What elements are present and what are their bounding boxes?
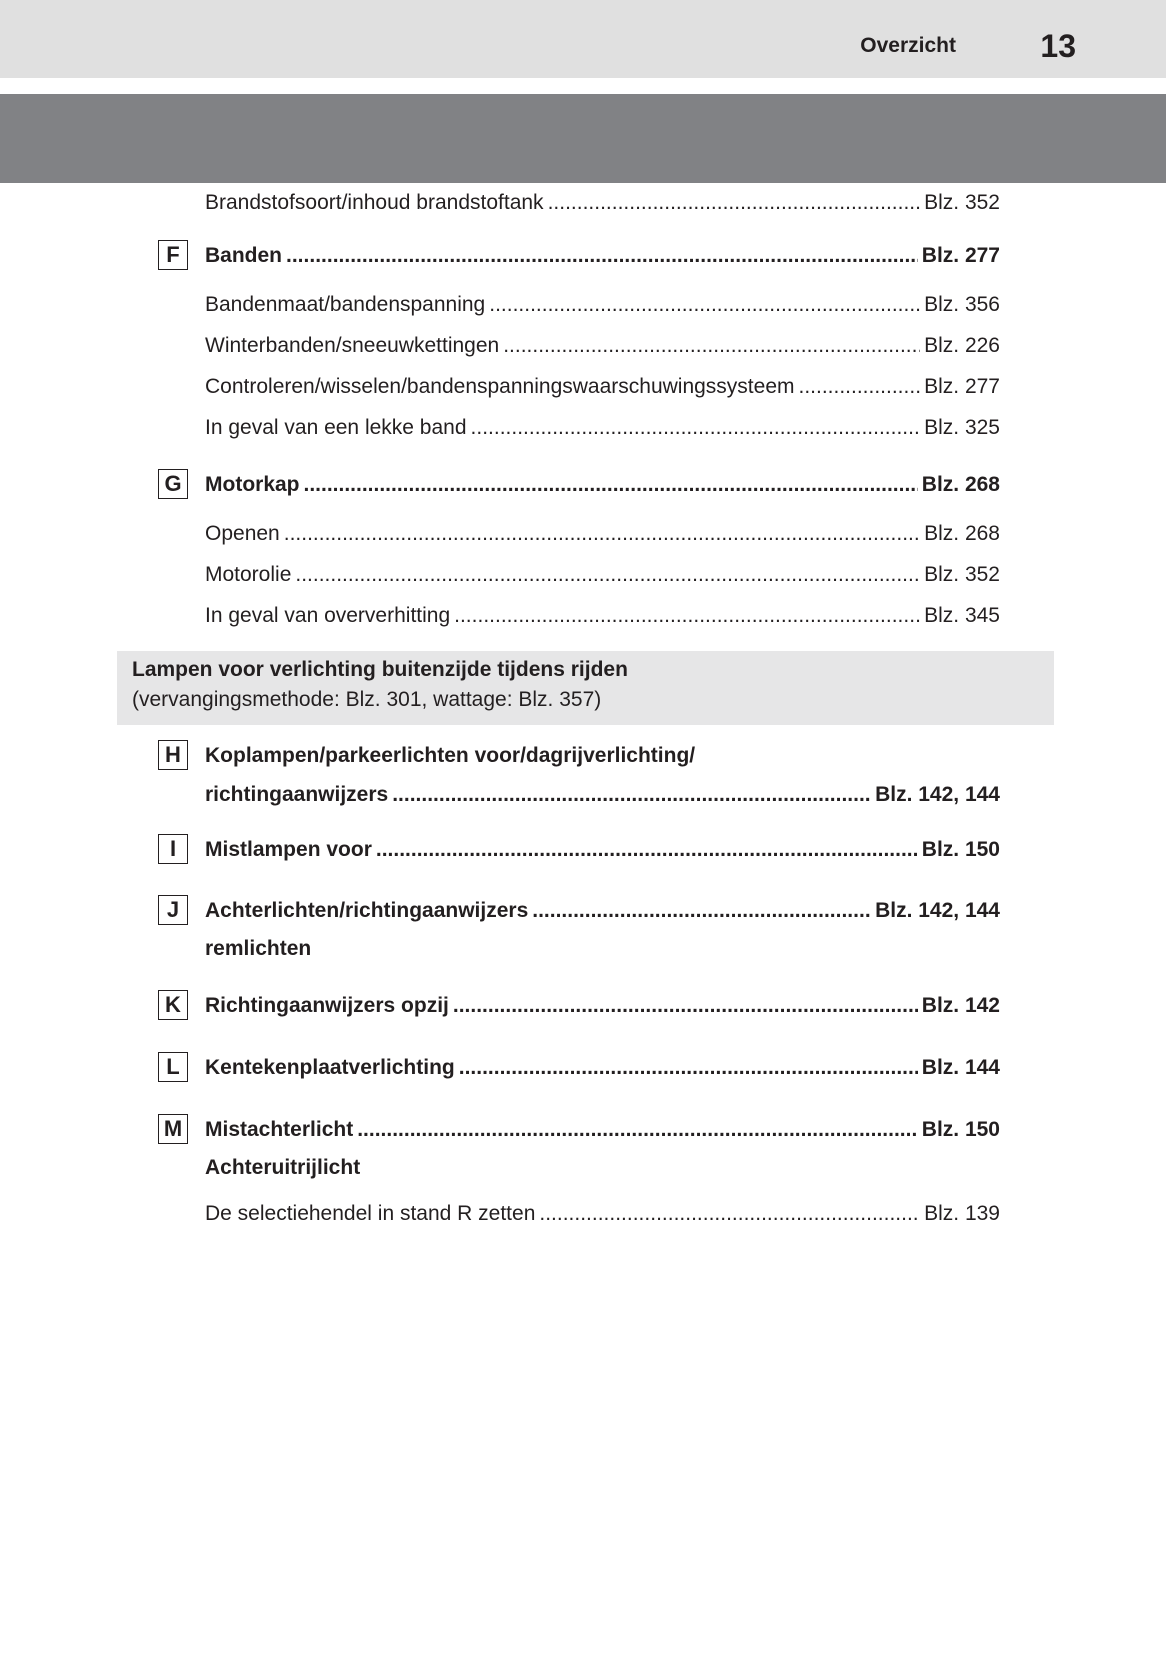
section-title: Overzicht bbox=[860, 34, 956, 57]
toc-entry-engine-oil[interactable]: Motorolie ..... Blz. 352 bbox=[205, 562, 1000, 588]
toc-entry-side-indicators[interactable]: Richtingaanwijzers opzij ..... Blz. 142 bbox=[205, 993, 1000, 1019]
toc-entry-selector-lever[interactable]: De selectiehendel in stand R zetten ..... Blz. 139 bbox=[205, 1201, 1000, 1227]
callout-letter-h: H bbox=[158, 740, 188, 770]
toc-entry-reverse-light: Achteruitrijlicht bbox=[205, 1156, 361, 1179]
toc-entry-tyre-size[interactable]: Bandenmaat/bandenspanning ..... Blz. 356 bbox=[205, 292, 1000, 318]
toc-entry-brake-lights: remlichten bbox=[205, 937, 312, 960]
callout-letter-j: J bbox=[158, 895, 188, 925]
callout-letter-g: G bbox=[158, 469, 188, 499]
callout-letter-k: K bbox=[158, 990, 188, 1020]
toc-entry-winter-tyres[interactable]: Winterbanden/sneeuwkettingen ..... Blz. 226 bbox=[205, 333, 1000, 359]
toc-entry-licence-plate-light[interactable]: Kentekenplaatverlichting ..... Blz. 144 bbox=[205, 1055, 1000, 1081]
toc-entry-opening[interactable]: Openen ..... Blz. 268 bbox=[205, 521, 1000, 547]
toc-entry-tyre-check[interactable]: Controleren/wisselen/bandenspanningswaarschuwingssysteem ..... Blz. 277 bbox=[205, 374, 1000, 400]
notice-title: Lampen voor verlichting buitenzijde tijdens rijden bbox=[132, 658, 628, 681]
toc-entry-front-fog[interactable]: Mistlampen voor ..... Blz. 150 bbox=[205, 837, 1000, 863]
toc-entry-headlights-label: Koplampen/parkeerlichten voor/dagrijverlichting/ bbox=[205, 744, 696, 767]
callout-letter-i: I bbox=[158, 834, 188, 864]
toc-entry-headlights[interactable]: richtingaanwijzers ..... Blz. 142, 144 bbox=[205, 782, 1000, 808]
callout-letter-f: F bbox=[158, 240, 188, 270]
header-bar bbox=[0, 0, 1166, 78]
notice-subtitle: (vervangingsmethode: Blz. 301, wattage: Blz. 357) bbox=[132, 688, 602, 711]
notice-box bbox=[117, 651, 1054, 725]
toc-entry-overheating[interactable]: In geval van oververhitting ..... Blz. 345 bbox=[205, 603, 1000, 629]
toc-entry-hood[interactable]: Motorkap ..... Blz. 268 bbox=[205, 472, 1000, 498]
toc-entry-rear-lights[interactable]: Achterlichten/richtingaanwijzers ..... Blz. 142, 144 bbox=[205, 898, 1000, 924]
callout-letter-l: L bbox=[158, 1052, 188, 1082]
toc-entry-tyres[interactable]: Banden ..... Blz. 277 bbox=[205, 243, 1000, 269]
header-band bbox=[0, 94, 1166, 183]
callout-letter-m: M bbox=[158, 1114, 188, 1144]
toc-entry-flat-tyre[interactable]: In geval van een lekke band ..... Blz. 325 bbox=[205, 415, 1000, 441]
toc-entry-rear-fog[interactable]: Mistachterlicht ..... Blz. 150 bbox=[205, 1117, 1000, 1143]
toc-entry-fuel[interactable]: Brandstofsoort/inhoud brandstoftank ..... Blz. 352 bbox=[205, 190, 1000, 216]
page-number: 13 bbox=[1040, 28, 1076, 64]
